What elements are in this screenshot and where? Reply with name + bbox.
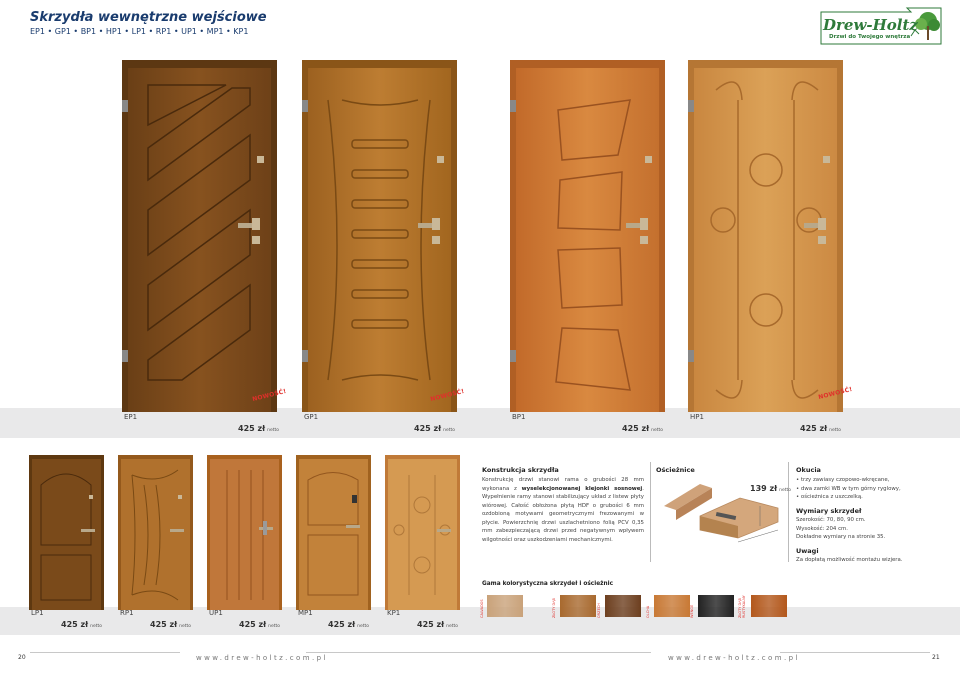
door-rp1-price: 425 zł netto	[150, 620, 192, 629]
door-gp1-new-badge: NOWOŚĆ!	[429, 387, 466, 404]
swatch-olcha	[654, 595, 690, 617]
door-up1-price: 425 zł netto	[239, 620, 281, 629]
notes-text: Za dopłatą możliwość montażu wizjera.	[796, 557, 903, 563]
door-gp1-code: GP1	[304, 413, 319, 421]
brand-logo	[815, 6, 945, 48]
door-bp1-image	[510, 60, 665, 412]
door-hp1-image	[688, 60, 843, 412]
page-number-left: 20	[18, 654, 26, 661]
construction-text: Konstrukcję drzwi stanowi rama o grubości 28 mm wykonana z wyselekcjonowanej klejonki sosnowej. Wypełnienie ramy stanowi stabilizujący układ z listew płyty wiórowej. Całość obłożona płytą HDF o grubości 6 mm ozdobioną motywami geometrycznymi frezowanymi w płycie. Powierzchnię drzwi uszlachetniono folią PCV 0,35 mm zabezpieczającą drzwi przed negatywnym wpływem wilgotności oraz uszkodzeniami mechanicznymi.	[482, 477, 644, 543]
swatch-wenge	[698, 595, 734, 617]
door-up1-image	[207, 455, 282, 610]
hardware-list: • trzy zawiasy czopowo-wkręcane, • dwa zamki WB w tym górny ryglowy, • ościeżnica z uszczelką.	[796, 477, 901, 500]
swatch-calvados	[487, 595, 523, 617]
footer-url-left[interactable]: www.drew-holtz.com.pl	[196, 654, 328, 662]
page-subtitle: EP1 • GP1 • BP1 • HP1 • LP1 • RP1 • UP1 • MP1 • KP1	[30, 27, 249, 36]
door-mp1-code: MP1	[298, 609, 313, 617]
door-ep1-image	[122, 60, 277, 412]
door-kp1-price: 425 zł netto	[417, 620, 459, 629]
column-divider	[788, 462, 789, 562]
door-kp1-image	[385, 455, 460, 610]
door-mp1-image	[296, 455, 371, 610]
door-hp1-code: HP1	[690, 413, 704, 421]
door-rp1-code: RP1	[120, 609, 134, 617]
hardware-heading: Okucia	[796, 466, 821, 474]
swatch-label-wenge: WENGE	[690, 604, 694, 618]
footer-url-right[interactable]: www.drew-holtz.com.pl	[668, 654, 800, 662]
column-divider	[650, 462, 651, 562]
swatch-label-olcha: OLCHA	[646, 605, 650, 618]
logo-tagline: Drzwi do Twojego wnętrza	[829, 34, 911, 40]
swatch-orzech	[605, 595, 641, 617]
door-gp1-price: 425 zł netto	[414, 424, 456, 433]
door-ep1-price: 425 zł netto	[238, 424, 280, 433]
swatch-label-calvados: CALVADOS	[480, 599, 484, 618]
door-mp1-price: 425 zł netto	[328, 620, 370, 629]
footer-rule	[30, 652, 180, 653]
door-bp1-code: BP1	[512, 413, 526, 421]
frames-heading: Ościeżnice	[656, 466, 695, 474]
sizes-list: Szerokość: 70, 80, 90 cm. Wysokość: 204 cm. Dokładne wymiary na stronie 35.	[796, 517, 886, 540]
footer-rule	[306, 652, 651, 653]
door-ep1-new-badge: NOWOŚĆ!	[251, 387, 288, 404]
sizes-heading: Wymiary skrzydeł	[796, 507, 862, 515]
door-bp1-price: 425 zł netto	[622, 424, 664, 433]
swatch-label-zloty-dab: ZŁOTY DĄB	[552, 598, 556, 618]
large-door-caption-strip	[0, 408, 960, 438]
page-number-right: 21	[932, 654, 940, 661]
door-kp1-code: KP1	[387, 609, 401, 617]
frame-profile-image	[660, 476, 788, 546]
door-ep1-code: EP1	[124, 413, 138, 421]
notes-heading: Uwagi	[796, 547, 819, 555]
door-gp1-image	[302, 60, 457, 412]
colors-heading: Gama kolorystyczna skrzydeł i ościeżnic	[482, 581, 614, 587]
logo-wordmark: Drew-Holtz	[823, 16, 918, 34]
door-rp1-image	[118, 455, 193, 610]
door-up1-code: UP1	[209, 609, 223, 617]
door-hp1-price: 425 zł netto	[800, 424, 842, 433]
construction-heading: Konstrukcja skrzydła	[482, 466, 559, 474]
swatch-zloty-dab	[560, 595, 596, 617]
door-lp1-price: 425 zł netto	[61, 620, 103, 629]
door-lp1-image	[29, 455, 104, 610]
door-hp1-new-badge: NOWOŚĆ!	[817, 385, 854, 402]
swatch-zloty-dab-rustykalny	[751, 595, 787, 617]
swatch-label-orzech: ORZECH	[597, 603, 601, 618]
frames-price: 139 zł netto	[750, 484, 792, 493]
page-title: Skrzydła wewnętrzne wejściowe	[30, 10, 267, 25]
swatch-label-zloty-dab-rustykalny: ZŁOTY DĄB RUSTYKALNY	[738, 595, 746, 618]
footer-rule	[780, 652, 930, 653]
door-lp1-code: LP1	[31, 609, 44, 617]
